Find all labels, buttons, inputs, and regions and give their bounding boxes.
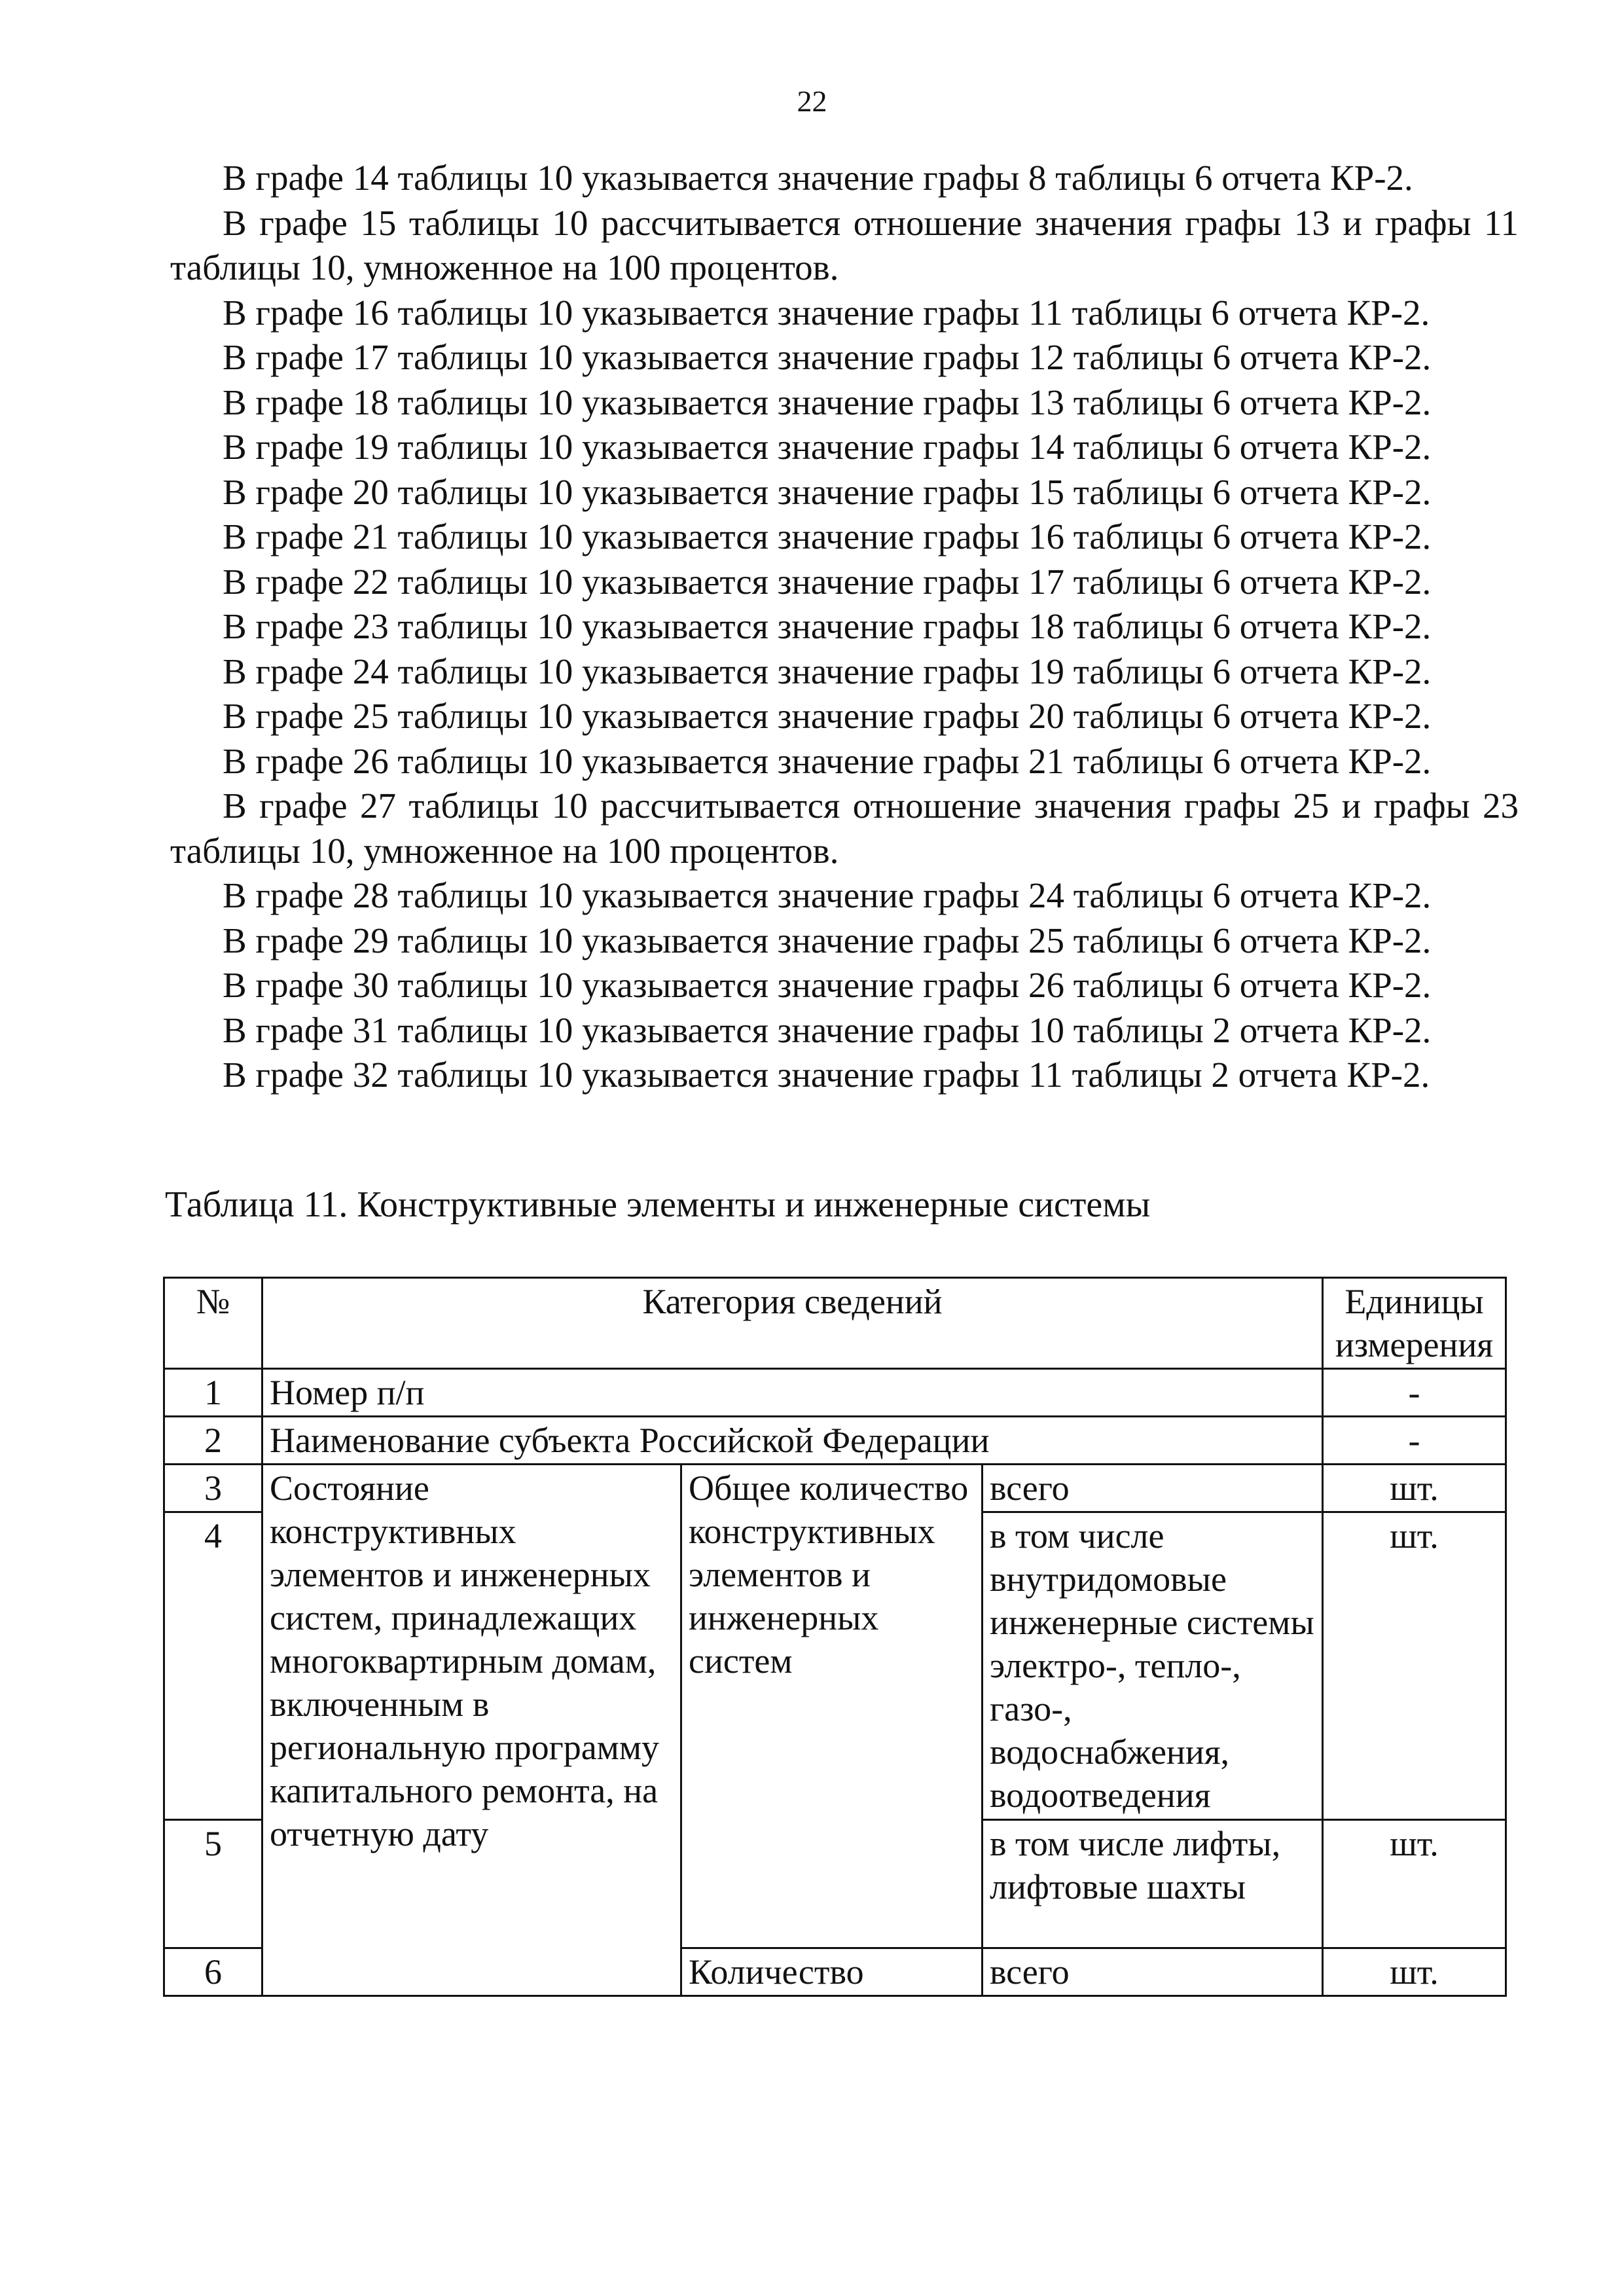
paragraph: В графе 32 таблицы 10 указывается значение графы 11 таблицы 2 отчета КР-2. [223,1055,1430,1095]
table-row [164,1465,1506,1512]
paragraph: В графе 17 таблицы 10 указывается значение графы 12 таблицы 6 отчета КР-2. [223,337,1432,377]
state-label: Состояние конструктивных элементов и инженерных систем, принадлежащих многоквартирным домам, включенным в региональную программу капитального ремонта, на отчетную дату [262,1465,681,1996]
row-num: 2 [164,1417,262,1465]
header-category: Категория сведений [262,1278,1323,1369]
row-units: шт. [1323,1465,1506,1512]
row-group: Количество [681,1948,983,1996]
row-num: 3 [164,1465,262,1512]
paragraph: В графе 22 таблицы 10 указывается значение графы 17 таблицы 6 отчета КР-2. [223,561,1432,602]
row-detail: в том числе лифты, лифтовые шахты [983,1820,1323,1948]
page-number: 22 [797,84,827,118]
paragraph: В графе 21 таблицы 10 указывается значение графы 16 таблицы 6 отчета КР-2. [223,517,1432,556]
paragraph: В графе 26 таблицы 10 указывается значение графы 21 таблицы 6 отчета КР-2. [223,740,1432,781]
paragraph: В графе 18 таблицы 10 указывается значение графы 13 таблицы 6 отчета КР-2. [223,382,1432,422]
paragraph: В графе 16 таблицы 10 указывается значение графы 11 таблицы 6 отчета КР-2. [223,292,1430,333]
paragraph: В графе 28 таблицы 10 указывается значение графы 24 таблицы 6 отчета КР-2. [223,875,1432,915]
table-caption: Таблица 11. Конструктивные элементы и инженерные системы [165,1184,1151,1225]
row-num: 4 [164,1512,262,1820]
row-units: - [1323,1369,1506,1417]
table-11 [163,1277,1507,1997]
row-units: шт. [1323,1512,1506,1820]
row-units: - [1323,1417,1506,1465]
row-num: 1 [164,1369,262,1417]
paragraph: В графе 27 таблицы 10 рассчитывается отношение значения графы 25 и графы 23 таблицы 10, умноженное на 100 процентов. [170,786,1519,871]
paragraph: В графе 25 таблицы 10 указывается значение графы 20 таблицы 6 отчета КР-2. [223,696,1432,736]
row-detail: всего [983,1948,1323,1996]
paragraph: В графе 24 таблицы 10 указывается значение графы 19 таблицы 6 отчета КР-2. [223,651,1432,691]
row-text: Наименование субъекта Российской Федерации [262,1417,1323,1465]
paragraph: В графе 31 таблицы 10 указывается значение графы 10 таблицы 2 отчета КР-2. [223,1010,1432,1050]
table-header-row [164,1278,1506,1369]
table-row [164,1369,1506,1417]
header-units: Единицы измерения [1323,1278,1506,1369]
paragraph: В графе 20 таблицы 10 указывается значение графы 15 таблицы 6 отчета КР-2. [223,471,1432,512]
header-num: № [164,1278,262,1369]
paragraph: В графе 30 таблицы 10 указывается значение графы 26 таблицы 6 отчета КР-2. [223,965,1432,1005]
paragraph: В графе 19 таблицы 10 указывается значение графы 14 таблицы 6 отчета КР-2. [223,427,1432,467]
row-num: 6 [164,1948,262,1996]
row-units: шт. [1323,1948,1506,1996]
row-detail: всего [983,1465,1323,1512]
table-row [164,1417,1506,1465]
total-label: Общее количество конструктивных элементов и инженерных систем [681,1465,983,1948]
paragraph: В графе 15 таблицы 10 рассчитывается отношение значения графы 13 и графы 11 таблицы 10, умноженное на 100 процентов. [170,202,1519,287]
paragraph: В графе 14 таблицы 10 указывается значение графы 8 таблицы 6 отчета КР-2. [223,158,1413,198]
row-num: 5 [164,1820,262,1948]
paragraph: В графе 29 таблицы 10 указывается значение графы 25 таблицы 6 отчета КР-2. [223,920,1432,960]
body-text [170,156,1519,1098]
row-units: шт. [1323,1820,1506,1948]
paragraph: В графе 23 таблицы 10 указывается значение графы 18 таблицы 6 отчета КР-2. [223,606,1432,646]
row-detail: в том числе внутридомовые инженерные системы электро-, тепло-, газо-, водоснабжения, водоотведения [983,1512,1323,1820]
row-text: Номер п/п [262,1369,1323,1417]
